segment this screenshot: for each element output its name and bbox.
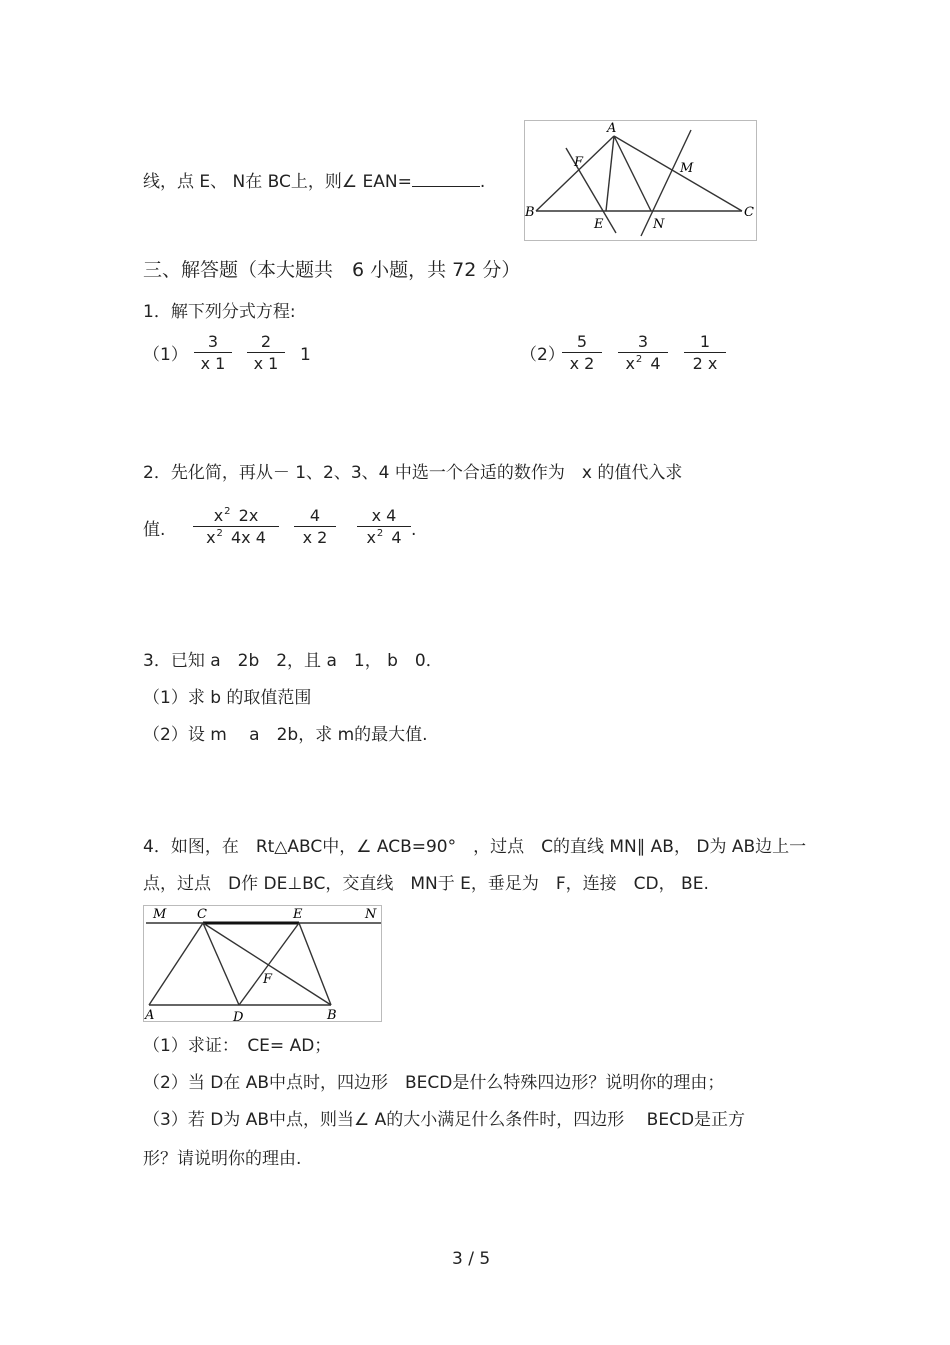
section-title: 三、解答题（本大题共 6 小题，共 72 分） <box>143 259 521 281</box>
label-F: F <box>263 972 273 987</box>
q4-part3-line2: 形？请说明你的理由. <box>143 1149 302 1169</box>
q1-p1-fraction-2 <box>247 332 285 373</box>
denominator: x 2 <box>302 528 328 547</box>
q3-part1: （1）求 b 的取值范围 <box>143 688 312 708</box>
numerator: 1 <box>684 332 726 353</box>
q1-p1-rhs: 1 <box>300 345 311 365</box>
figure-1-frame <box>525 121 757 241</box>
q1-title: 1．解下列分式方程: <box>143 302 296 322</box>
quadrilateral-figure <box>143 905 383 1023</box>
q1-p2-fraction-3 <box>684 332 726 373</box>
numerator: x 4 <box>357 506 411 527</box>
q2-title: 2．先化简，再从－ 1、2、3、4 中选一个合适的数作为 x 的值代入求 <box>143 463 683 483</box>
label-E: E <box>293 907 303 922</box>
q1-p2-fraction-1 <box>562 332 602 373</box>
q3-title: 3．已知 a 2b 2，且 a 1， b 0． <box>143 651 443 671</box>
q1-p1-fraction-1 <box>194 332 232 373</box>
denominator: $x^2$ 4 <box>625 354 661 373</box>
q4-part3-line1: （3）若 D为 AB中点，则当∠ A的大小满足什么条件时，四边形 BECD是正方 <box>143 1110 746 1130</box>
label-C: C <box>197 907 207 922</box>
numerator: 3 <box>618 332 668 353</box>
label-B: B <box>327 1008 337 1023</box>
q1-part2-label: （2） <box>520 345 565 365</box>
denominator: x 1 <box>200 354 226 373</box>
numerator: 3 <box>194 332 232 353</box>
label-D: D <box>233 1010 244 1023</box>
numerator: 4 <box>294 506 336 527</box>
triangle-figure-1 <box>524 120 758 242</box>
denominator: $x^2$ 4x 4 <box>206 528 266 547</box>
question-text: 线，点 E、 N在 BC上，则∠ EAN= <box>143 172 412 192</box>
label-N: N <box>653 217 665 232</box>
q4-line1: 4．如图，在 Rt△ABC中，∠ ACB=90° ，过点 C的直线 MN∥ AB， D为 AB边上一 <box>143 837 807 857</box>
answer-blank[interactable] <box>412 170 480 187</box>
label-B: B <box>525 205 535 220</box>
label-E: E <box>594 217 604 232</box>
numerator: 5 <box>562 332 602 353</box>
q4-part2: （2）当 D在 AB中点时，四边形 BECD是什么特殊四边形？说明你的理由； <box>143 1073 725 1093</box>
denominator: 2 x <box>692 354 718 373</box>
q2-fraction-2 <box>294 506 336 547</box>
label-F: F <box>574 155 584 170</box>
denominator: $x^2$ 4 <box>366 528 402 547</box>
q1-part1-label: （1） <box>143 345 188 365</box>
q2-fraction-3 <box>357 506 411 547</box>
label-A: A <box>145 1008 155 1023</box>
numerator: 2 <box>247 332 285 353</box>
q3-part2: （2）设 m a 2b，求 m的最大值. <box>143 725 428 745</box>
question-end: . <box>479 172 486 192</box>
numerator: $x^2$ 2x <box>193 506 279 527</box>
q4-line2: 点，过点 D作 DE⊥BC，交直线 MN于 E，垂足为 F，连接 CD， BE. <box>143 874 709 894</box>
q2-value-label: 值. <box>143 520 166 540</box>
q2-fraction-1 <box>193 506 279 547</box>
q1-p2-fraction-2 <box>618 332 668 373</box>
page-number: 3 / 5 <box>452 1249 491 1269</box>
denominator: x 2 <box>569 354 595 373</box>
fill-in-question-text <box>143 170 485 192</box>
label-C: C <box>744 205 754 220</box>
label-A: A <box>607 121 617 136</box>
denominator: x 1 <box>253 354 279 373</box>
q4-part1: （1）求证： CE= AD； <box>143 1036 332 1056</box>
label-M: M <box>680 161 694 176</box>
label-M: M <box>153 907 167 922</box>
q2-end: . <box>411 520 417 540</box>
label-N: N <box>365 907 377 922</box>
